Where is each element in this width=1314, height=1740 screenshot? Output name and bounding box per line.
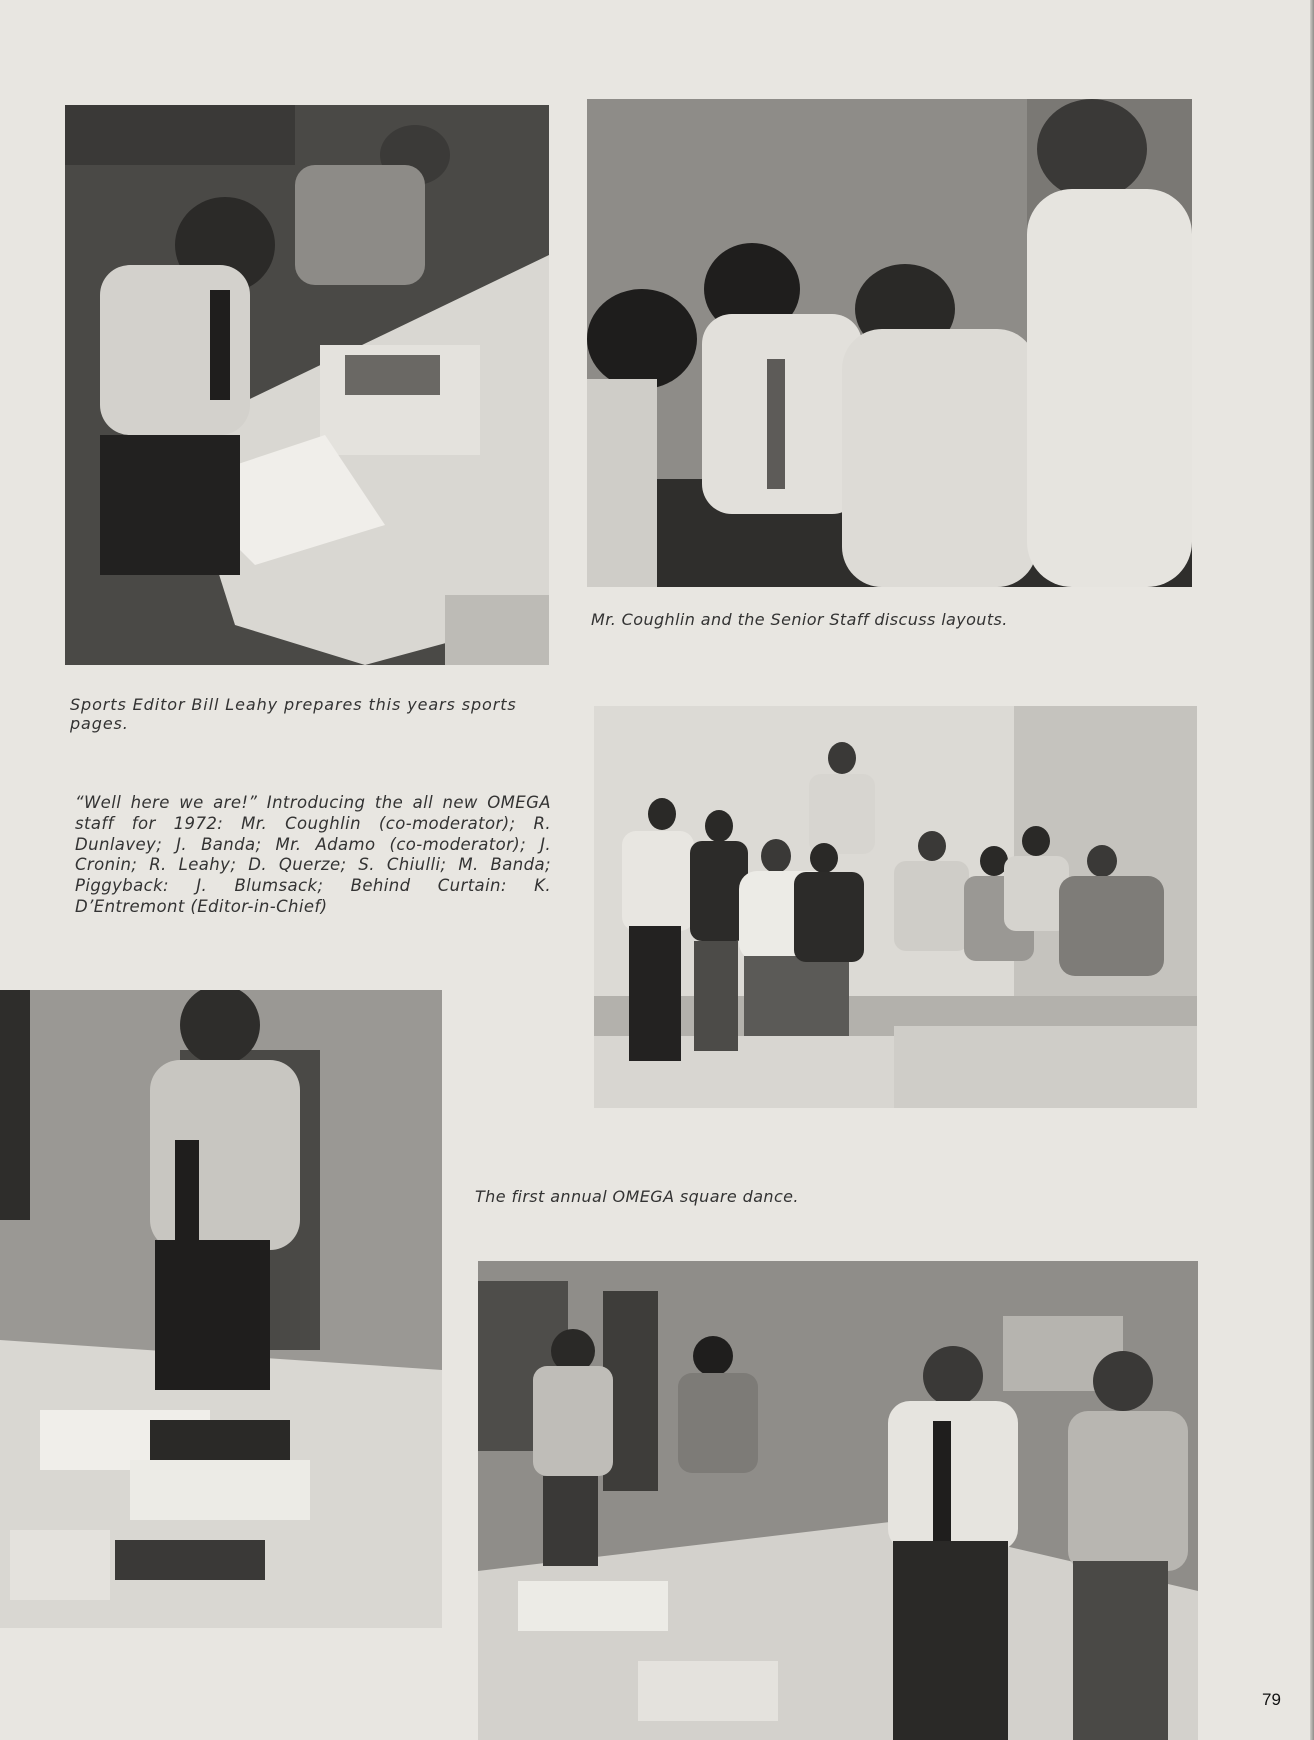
photo-square-dance-image [478,1261,1198,1740]
photo-sports-editor-typing [65,105,549,665]
photo-student-at-layout-table [0,990,442,1628]
page-edge [1310,0,1314,1740]
page-number: 79 [1262,1690,1281,1709]
caption-senior-staff: Mr. Coughlin and the Senior Staff discuss layouts. [591,610,1008,629]
caption-square-dance: The first annual OMEGA square dance. [475,1187,799,1206]
photo-student-at-layout-table-image [0,990,442,1628]
photo-omega-staff-group [594,706,1197,1108]
caption-staff-intro: “Well here we are!” Introducing the all new OMEGA staff for 1972: Mr. Coughlin (co-moderator); R. Dunlavey; J. Banda; Mr. Adamo (co-moderator); J. Cronin; R. Leahy; D. Querze; S. Chiulli; M. Banda; Piggyback: J. Blumsack; Behind Curtain: K. D’Entremont (Editor-in-Chief) [75,793,551,916]
caption-sports-editor: Sports Editor Bill Leahy prepares this years sports pages. [70,695,517,734]
photo-square-dance [478,1261,1198,1740]
photo-senior-staff-layouts [587,99,1192,587]
photo-omega-staff-group-image [594,706,1197,1108]
photo-sports-editor-typing-image [65,105,549,665]
photo-senior-staff-layouts-image [587,99,1192,587]
